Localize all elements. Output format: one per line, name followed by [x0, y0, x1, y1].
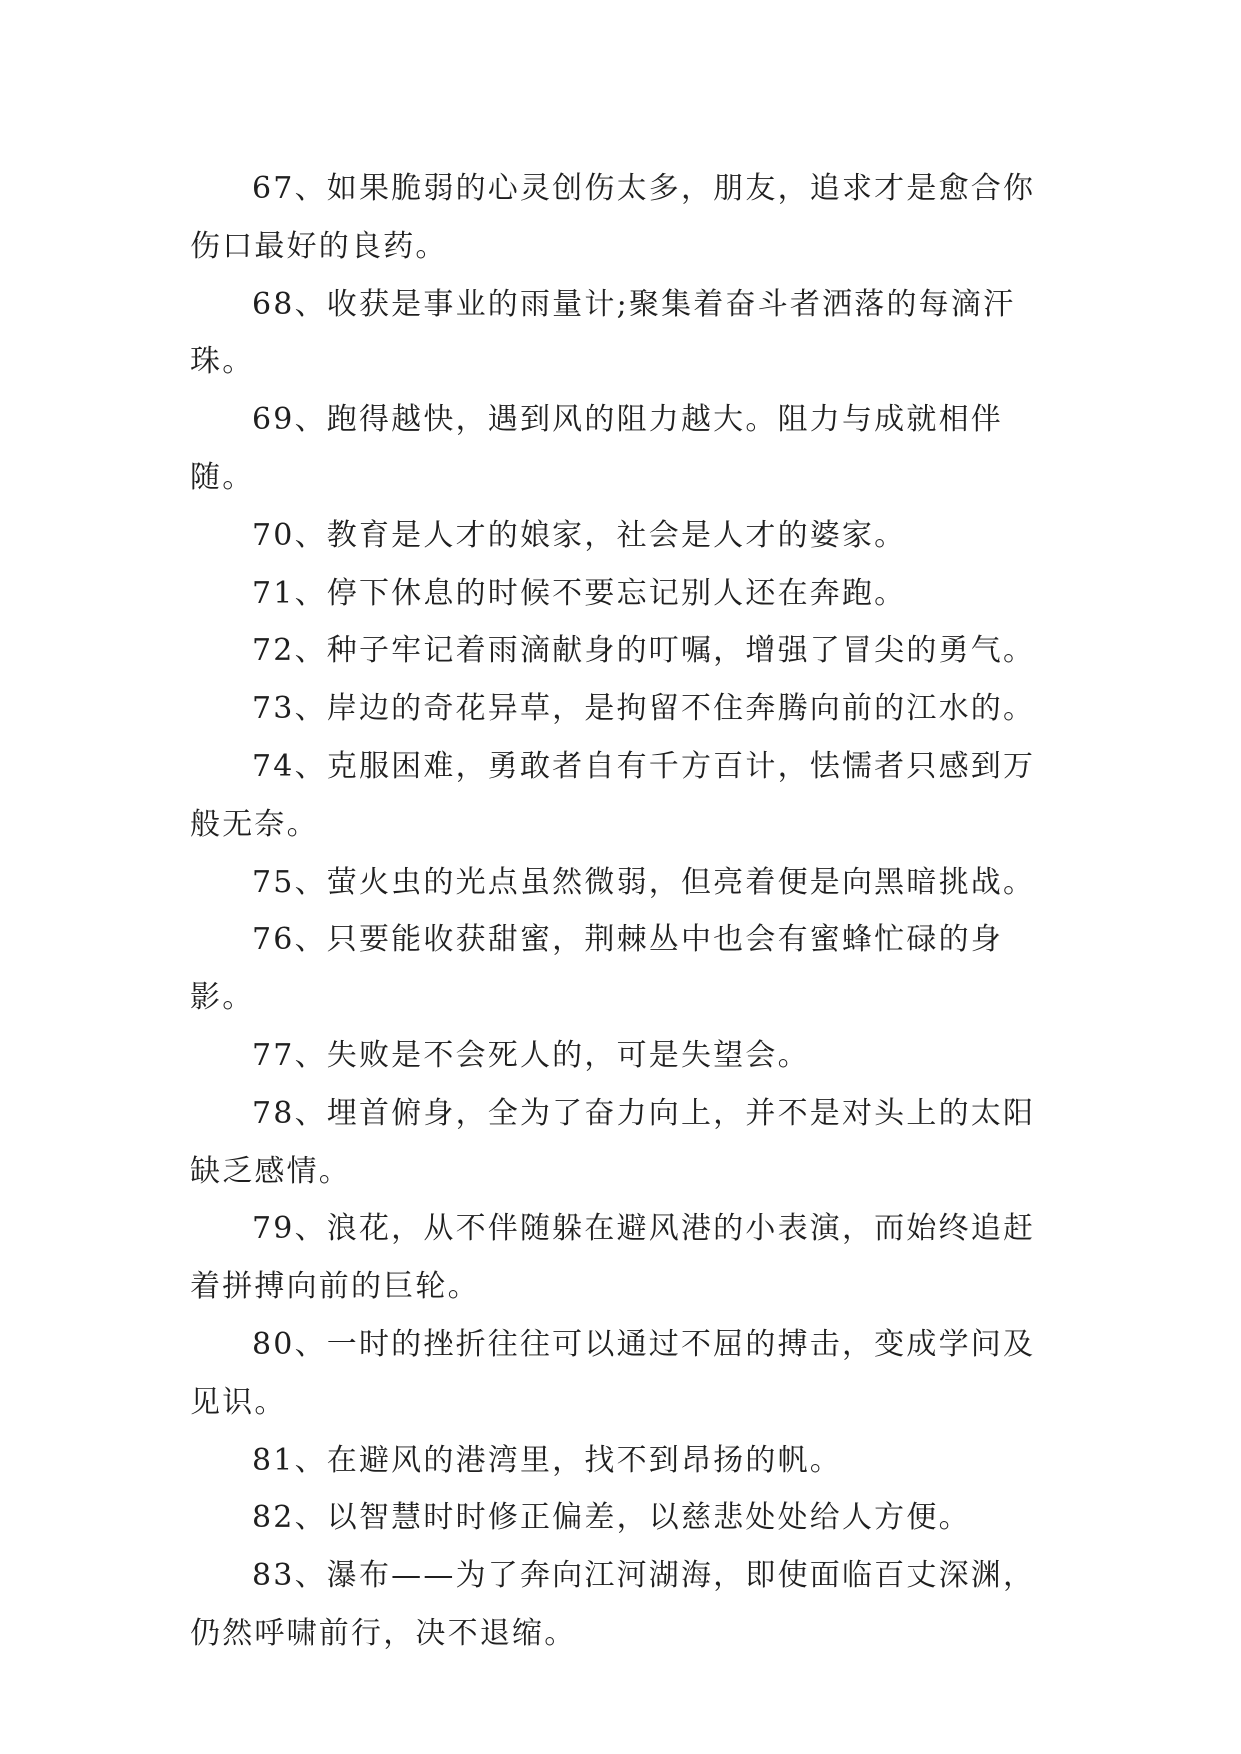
paragraph-68: 68、收获是事业的雨量计;聚集着奋斗者洒落的每滴汗珠。: [190, 286, 1016, 380]
paragraph-76: 76、只要能收获甜蜜，荆棘丛中也会有蜜蜂忙碌的身影。: [190, 922, 1003, 1016]
paragraph-67: 67、如果脆弱的心灵创伤太多，朋友，追求才是愈合你伤口最好的良药。: [190, 171, 1036, 264]
paragraph-71: 71、停下休息的时候不要忘记别人还在奔跑。: [252, 575, 907, 611]
paragraph-83: 83、瀑布——为了奔向江河湖海，即使面临百丈深渊，仍然呼啸前行，决不退缩。: [190, 1558, 1036, 1651]
paragraph-73: 73、岸边的奇花异草，是拘留不住奔腾向前的江水的。: [252, 691, 1036, 727]
paragraph-78: 78、埋首俯身，全为了奋力向上，并不是对头上的太阳缺乏感情。: [190, 1095, 1036, 1189]
paragraph-72: 72、种子牢记着雨滴献身的叮嘱，增强了冒尖的勇气。: [252, 633, 1036, 669]
paragraph-75: 75、萤火虫的光点虽然微弱，但亮着便是向黑暗挑战。: [252, 864, 1036, 900]
paragraph-77: 77、失败是不会死人的，可是失望会。: [252, 1037, 810, 1073]
paragraph-80: 80、一时的挫折往往可以通过不屈的搏击，变成学问及见识。: [190, 1326, 1036, 1420]
paragraph-82: 82、以智慧时时修正偏差，以慈悲处处给人方便。: [252, 1500, 971, 1536]
document-body: [190, 160, 1052, 1663]
paragraph-70: 70、教育是人才的娘家，社会是人才的婆家。: [252, 517, 907, 553]
paragraph-79: 79、浪花，从不伴随躲在避风港的小表演，而始终追赶着拼搏向前的巨轮。: [190, 1211, 1036, 1305]
paragraph-81: 81、在避风的港湾里，找不到昂扬的帆。: [252, 1442, 842, 1478]
paragraph-74: 74、克服困难，勇敢者自有千方百计，怯懦者只感到万般无奈。: [190, 748, 1036, 842]
paragraph-69: 69、跑得越快，遇到风的阻力越大。阻力与成就相伴随。: [190, 402, 1003, 495]
